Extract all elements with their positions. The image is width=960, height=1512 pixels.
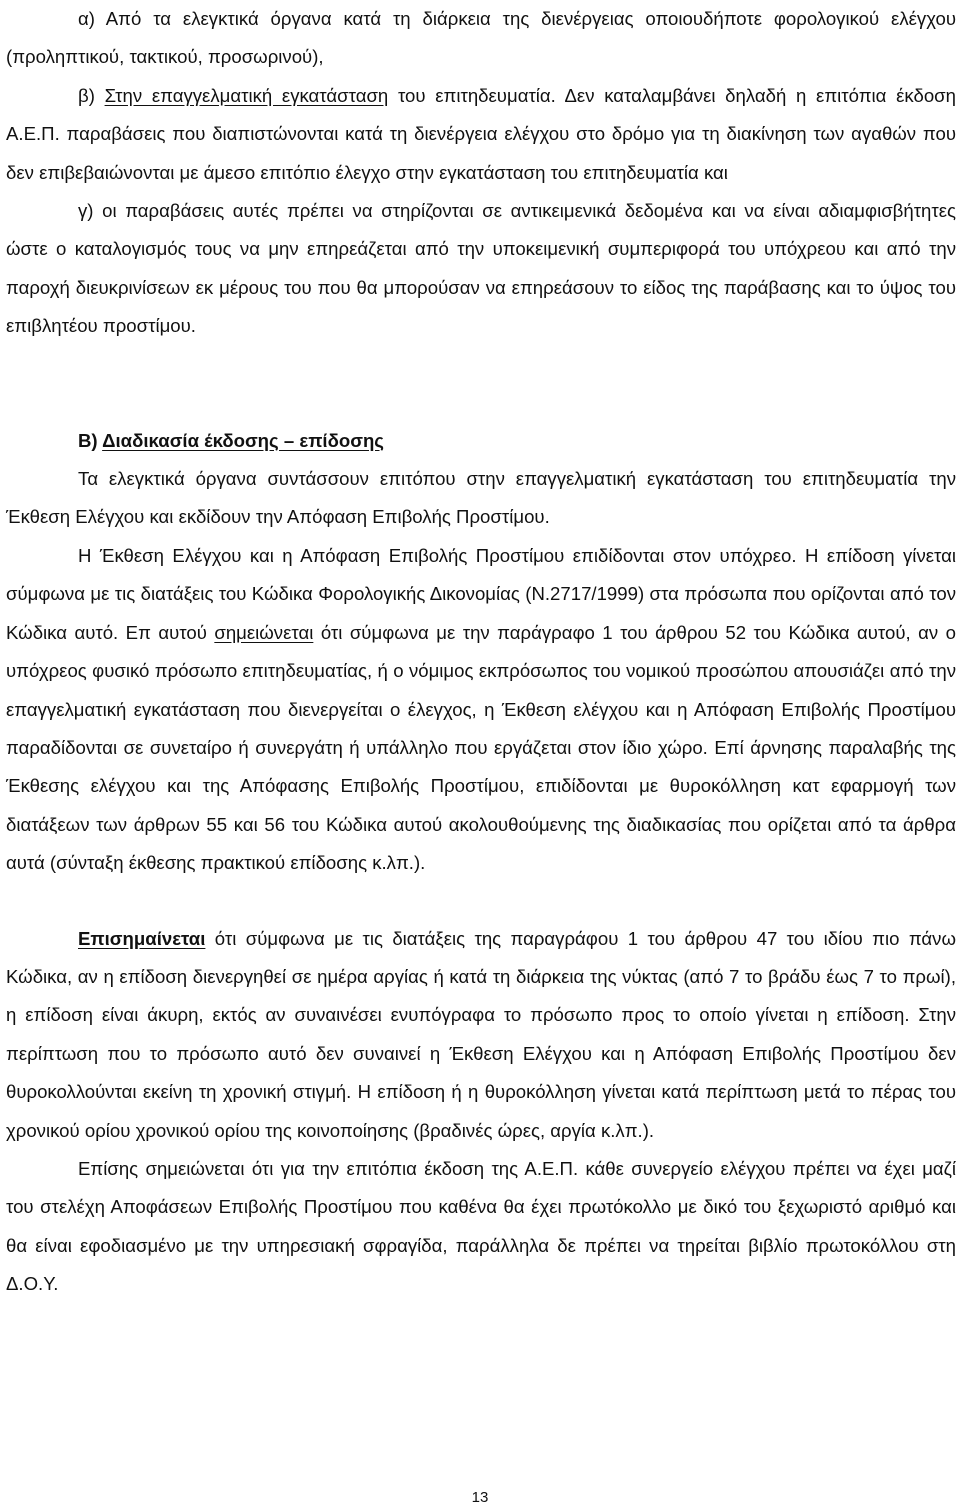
spacer <box>6 883 956 920</box>
paragraph-b-underlined: Στην επαγγελματική εγκατάσταση <box>104 84 389 106</box>
section-heading-prefix: Β) <box>78 429 103 451</box>
paragraph-a: α) Από τα ελεγκτικά όργανα κατά τη διάρκεια της διενέργειας οποιουδήποτε φορολογικού ελέγχου (προληπτικού, τακτικού, προσωρινού), <box>6 8 956 68</box>
page-number: 13 <box>471 1489 489 1506</box>
paragraph-service-start: Η Έκθεση Ελέγχου και η Απόφαση Επιβολής Προστίμου επιδίδονται στον υπόχρεο. Η επίδοση γίνεται σύμφωνα με τις διατάξεις του Κώδικα Φορολογικής Δικονομίας (Ν.2717/1999) στα πρόσωπα που ορίζονται από τον Κώδικα αυτό. Επ αυτού <box>6 544 956 643</box>
paragraph-final: Επίσης σημειώνεται ότι για την επιτόπια έκδοση της Α.Ε.Π. κάθε συνεργείο ελέγχου πρέπει να έχει μαζί του στελέχη Αποφάσεων Επιβολής Προστίμου που καθένα θα έχει πρωτόκολλο με δικό του ξεχωριστό αριθμό και θα είναι εφοδιασμένο με την υπηρεσιακή σφραγίδα, παράλληλα δε πρέπει να τηρείται βιβλίο πρωτοκόλλου στη Δ.Ο.Υ. <box>6 1157 956 1295</box>
paragraph-b-prefix: β) <box>78 84 105 106</box>
paragraph-service <box>6 537 956 883</box>
section-heading <box>6 422 956 460</box>
paragraph-service-body: ότι σύμφωνα με την παράγραφο 1 του άρθρου 52 του Κώδικα αυτού, αν ο υπόχρεος φυσικό πρόσωπο επιτηδευματίας, ή ο νόμιμος εκπρόσωπος του νομικού προσώπου απουσιάζει από την επαγγελματική εγκατάσταση που διενεργείται ο έλεγχος, η Έκθεση ελέγχου και η Απόφαση Επιβολής Προστίμου παραδίδονται σε συνεταίρο ή συνεργάτη ή υπάλληλο που εργάζεται στον ίδιο χώρο. Επί άρνησης παραλαβής της Έκθεσης ελέγχου και της Απόφασης Επιβολής Προστίμου, επιδίδονται με θυροκόλληση κατ εφαρμογή των διατάξεων των άρθρων 55 και 56 του Κώδικα αυτού ακολουθούμενης της διαδικασίας που ορίζεται από τα άρθρα αυτά (σύνταξη έκθεσης πρακτικού επίδοσης κ.λπ.). <box>6 621 956 874</box>
paragraph-b-body: του επιτηδευματία. Δεν καταλαμβάνει δηλαδή η επιτόπια έκδοση Α.Ε.Π. παραβάσεις που διαπιστώνονται κατά τη διενέργεια ελέγχου στο δρόμο για τη διακίνηση των αγαθών που δεν επιβεβαιώνονται με άμεσο επιτόπιο έλεγχο στην εγκατάσταση του επιτηδευματία και <box>6 84 956 183</box>
paragraph-b <box>6 77 956 192</box>
paragraph-service-underlined: σημειώνεται <box>214 621 314 643</box>
paragraph-note-body: ότι σύμφωνα με τις διατάξεις της παραγράφου 1 του άρθρου 47 του ιδίου πιο πάνω Κώδικα, αν η επίδοση διενεργηθεί σε ημέρα αργίας ή κατά τη διάρκεια της νύκτας (από 7 το βράδυ έως 7 το πρωί), η επίδοση είναι άκυρη, εκτός αν συναινέσει ενυπόγραφα το πρόσωπο προς το οποίο γίνεται η επίδοση. Στην περίπτωση που το πρόσωπο αυτό δεν συναινεί η Έκθεση Ελέγχου και η Απόφαση Επιβολής Προστίμου δεν θυροκολλούνται εκείνη τη χρονική στιγμή. Η επίδοση ή η θυροκόλληση γίνεται κατά περίπτωση μετά το πέρας του χρονικού ορίου χρονικού ορίου της κοινοποίησης (βραδινές ώρες, αργία κ.λπ.). <box>6 927 956 1141</box>
section-heading-title: Διαδικασία έκδοσης – επίδοσης <box>102 429 384 451</box>
spacer <box>6 346 956 422</box>
paragraph-note-emphasis: Επισημαίνεται <box>78 927 206 949</box>
paragraph-drafting: Τα ελεγκτικά όργανα συντάσσουν επιτόπου στην επαγγελματική εγκατάσταση του επιτηδευματία την Έκθεση Ελέγχου και εκδίδουν την Απόφαση Επιβολής Προστίμου. <box>6 468 956 528</box>
paragraph-note <box>6 920 956 1150</box>
document-page <box>6 0 956 1512</box>
paragraph-c: γ) οι παραβάσεις αυτές πρέπει να στηρίζονται σε αντικειμενικά δεδομένα και να είναι αδιαμφισβήτητες ώστε ο καταλογισμός τους να μην επηρεάζεται από την υποκειμενική συμπεριφορά του υπόχρεου και από την παροχή διευκρινίσεων εκ μέρους του που θα μπορούσαν να επηρεάσουν το είδος της παράβασης και το ύψος του επιβλητέου προστίμου. <box>6 200 956 337</box>
